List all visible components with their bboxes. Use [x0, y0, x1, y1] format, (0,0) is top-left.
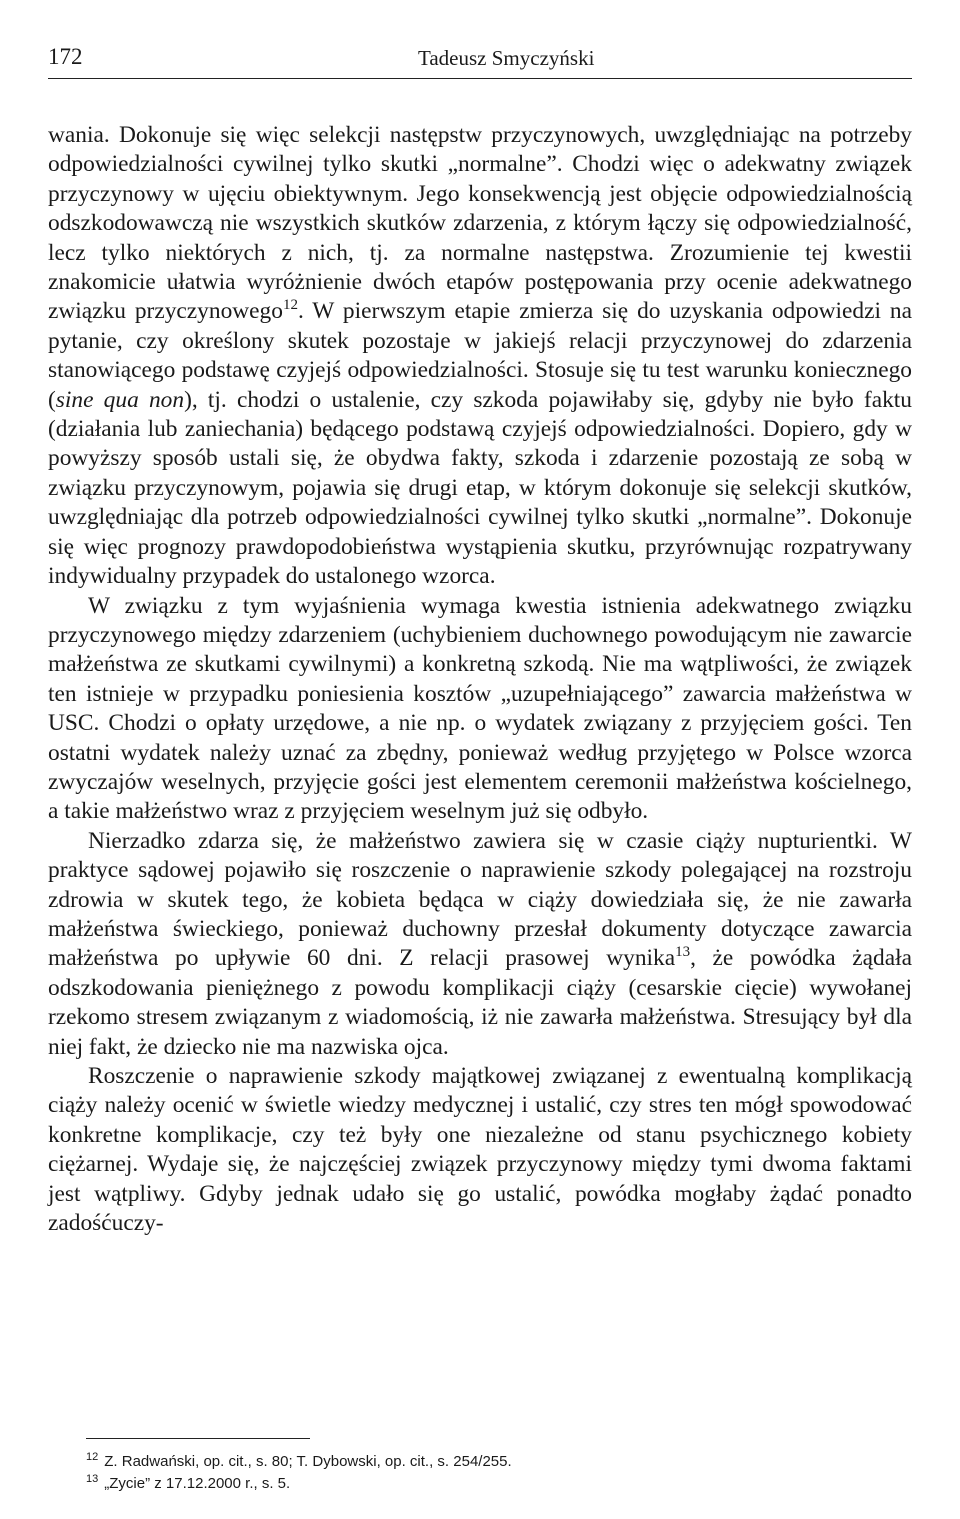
paragraph-text: Roszczenie o naprawienie szkody majątkowej związanej z ewentualną komplikacją ciąży należy ocenić w świetle wiedzy medycznej i ustalić, czy stres ten mógł spowodować konkretne komplikacje, czy też były one niezależne od stanu psychicznego kobiety ciężarnej. Wydaje się, że najczęściej związek przyczynowy między tymi dwoma faktami jest wątpliwy. Gdyby jednak udało się go ustalić, powódka mogłaby żądać ponadto zadośćuczy- [48, 1063, 912, 1237]
footnote-ref-12: 12 [282, 297, 298, 314]
footnotes [48, 1438, 912, 1495]
body-text [48, 121, 912, 1238]
paragraph-text: W związku z tym wyjaśnienia wymaga kwestia istnienia adekwatnego związku przyczynowego między zdarzeniem (uchybieniem duchownego powodującym nie zawarcie małżeństwa ze skutkami cywilnymi) a konkretną szkodą. Nie ma wątpliwości, że związek ten istnieje w przypadku poniesienia kosztów „uzupełniającego” zawarcia małżeństwa w USC. Chodzi o opłaty urzędowe, a nie np. o wydatek związany z przyjęciem gości. Ten ostatni wydatek należy uznać za zbędny, ponieważ według przyjętego w Polsce wzorca zwyczajów weselnych, przyjęcie gości jest elementem ceremonii małżeństwa kościelnego, a takie małżeństwo wraz z przyjęciem weselnym już się odbyło. [48, 592, 912, 825]
footnote-marker: 13 [86, 1473, 99, 1485]
paragraph-text: . W pierwszym etapie zmierza się do uzyskania odpowiedzi na pytanie, czy określony skutek pozostaje w jakiejś relacji przyczynowej do zdarzenia stanowiącego podstawę czyjejś odpowiedzialności. Stosuje się tu test warunku koniecznego ( [48, 298, 912, 413]
paragraph-2 [48, 592, 912, 827]
page-number: 172 [48, 44, 83, 69]
page-header [48, 38, 912, 79]
paragraph-text: Nierzadko zdarza się, że małżeństwo zawiera się w czasie ciąży nupturientki. W praktyce sądowej pojawiło się roszczenie o naprawienie szkody polegającej na rozstroju zdrowia w skutek tego, że kobieta będąca w ciąży dowiedziała się, że nie zawarła małżeństwa świeckiego, ponieważ duchowny przesłał dokumenty dotyczące zawarcia małżeństwa po upływie 60 dni. Z relacji prasowej wynika [48, 827, 912, 972]
paragraph-4 [48, 1062, 912, 1238]
footnote-12 [86, 1451, 912, 1473]
paragraph-1 [48, 121, 912, 592]
footnote-text: „Zycie” z 17.12.2000 r., s. 5. [104, 1475, 291, 1492]
footnote-ref-13: 13 [675, 944, 691, 961]
paragraph-text: wania. Dokonuje się więc selekcji następstw przyczynowych, uwzględniając na potrzeby odpowiedzialności cywilnej tylko skutki „normalne”. Chodzi więc o adekwatny związek przyczynowy w ujęciu obiektywnym. Jego konsekwencją jest objęcie odpowiedzialnością odszkodowawczą nie wszystkich skutków zdarzenia, z którym łączy się odpowiedzialność, lecz tylko niektórych z nich, tj. za normalne następstwa. Zrozumienie tej kwestii znakomicie ułatwia wyróżnienie dwóch etapów postępowania przy ocenie adekwatnego związku przyczynowego [48, 122, 912, 325]
paragraph-text: ), tj. chodzi o ustalenie, czy szkoda pojawiłaby się, gdyby nie było faktu (działania lub zaniechania) będącego podstawą czyjejś odpowiedzialności. Dopiero, gdy w powyższy sposób ustali się, że obydwa fakty, szkoda i zdarzenie pozostają ze sobą w związku przyczynowym, pojawia się drugi etap, w którym dokonuje się selekcji skutków, uwzględniając dla potrzeb odpowiedzialności cywilnej tylko skutki „normalne”. Dokonuje się więc prognozy prawdopodobieństwa wystąpienia skutku, przyrównując rozpatrywany indywidualny przypadek do ustalonego wzorca. [48, 386, 912, 590]
running-head-author: Tadeusz Smyczyński [418, 46, 595, 70]
paragraph-3 [48, 827, 912, 1062]
footnote-text: Z. Radwański, op. cit., s. 80; T. Dybowski, op. cit., s. 254/255. [104, 1453, 512, 1470]
paragraph-text: , że powódka żądała odszkodowania pieniężnego z powodu komplikacji ciąży (cesarskie cięcie) wywołanej rzekomo stresem związanym z wiadomością, iż nie zawarła małżeństwa. Stresujący był dla niej fakt, że dziecko nie ma nazwiska ojca. [48, 945, 912, 1060]
book-page [48, 38, 912, 1238]
footnote-divider [86, 1438, 310, 1439]
footnote-marker: 12 [86, 1451, 99, 1463]
footnote-13 [86, 1473, 912, 1495]
latin-phrase: sine qua non [55, 386, 185, 413]
